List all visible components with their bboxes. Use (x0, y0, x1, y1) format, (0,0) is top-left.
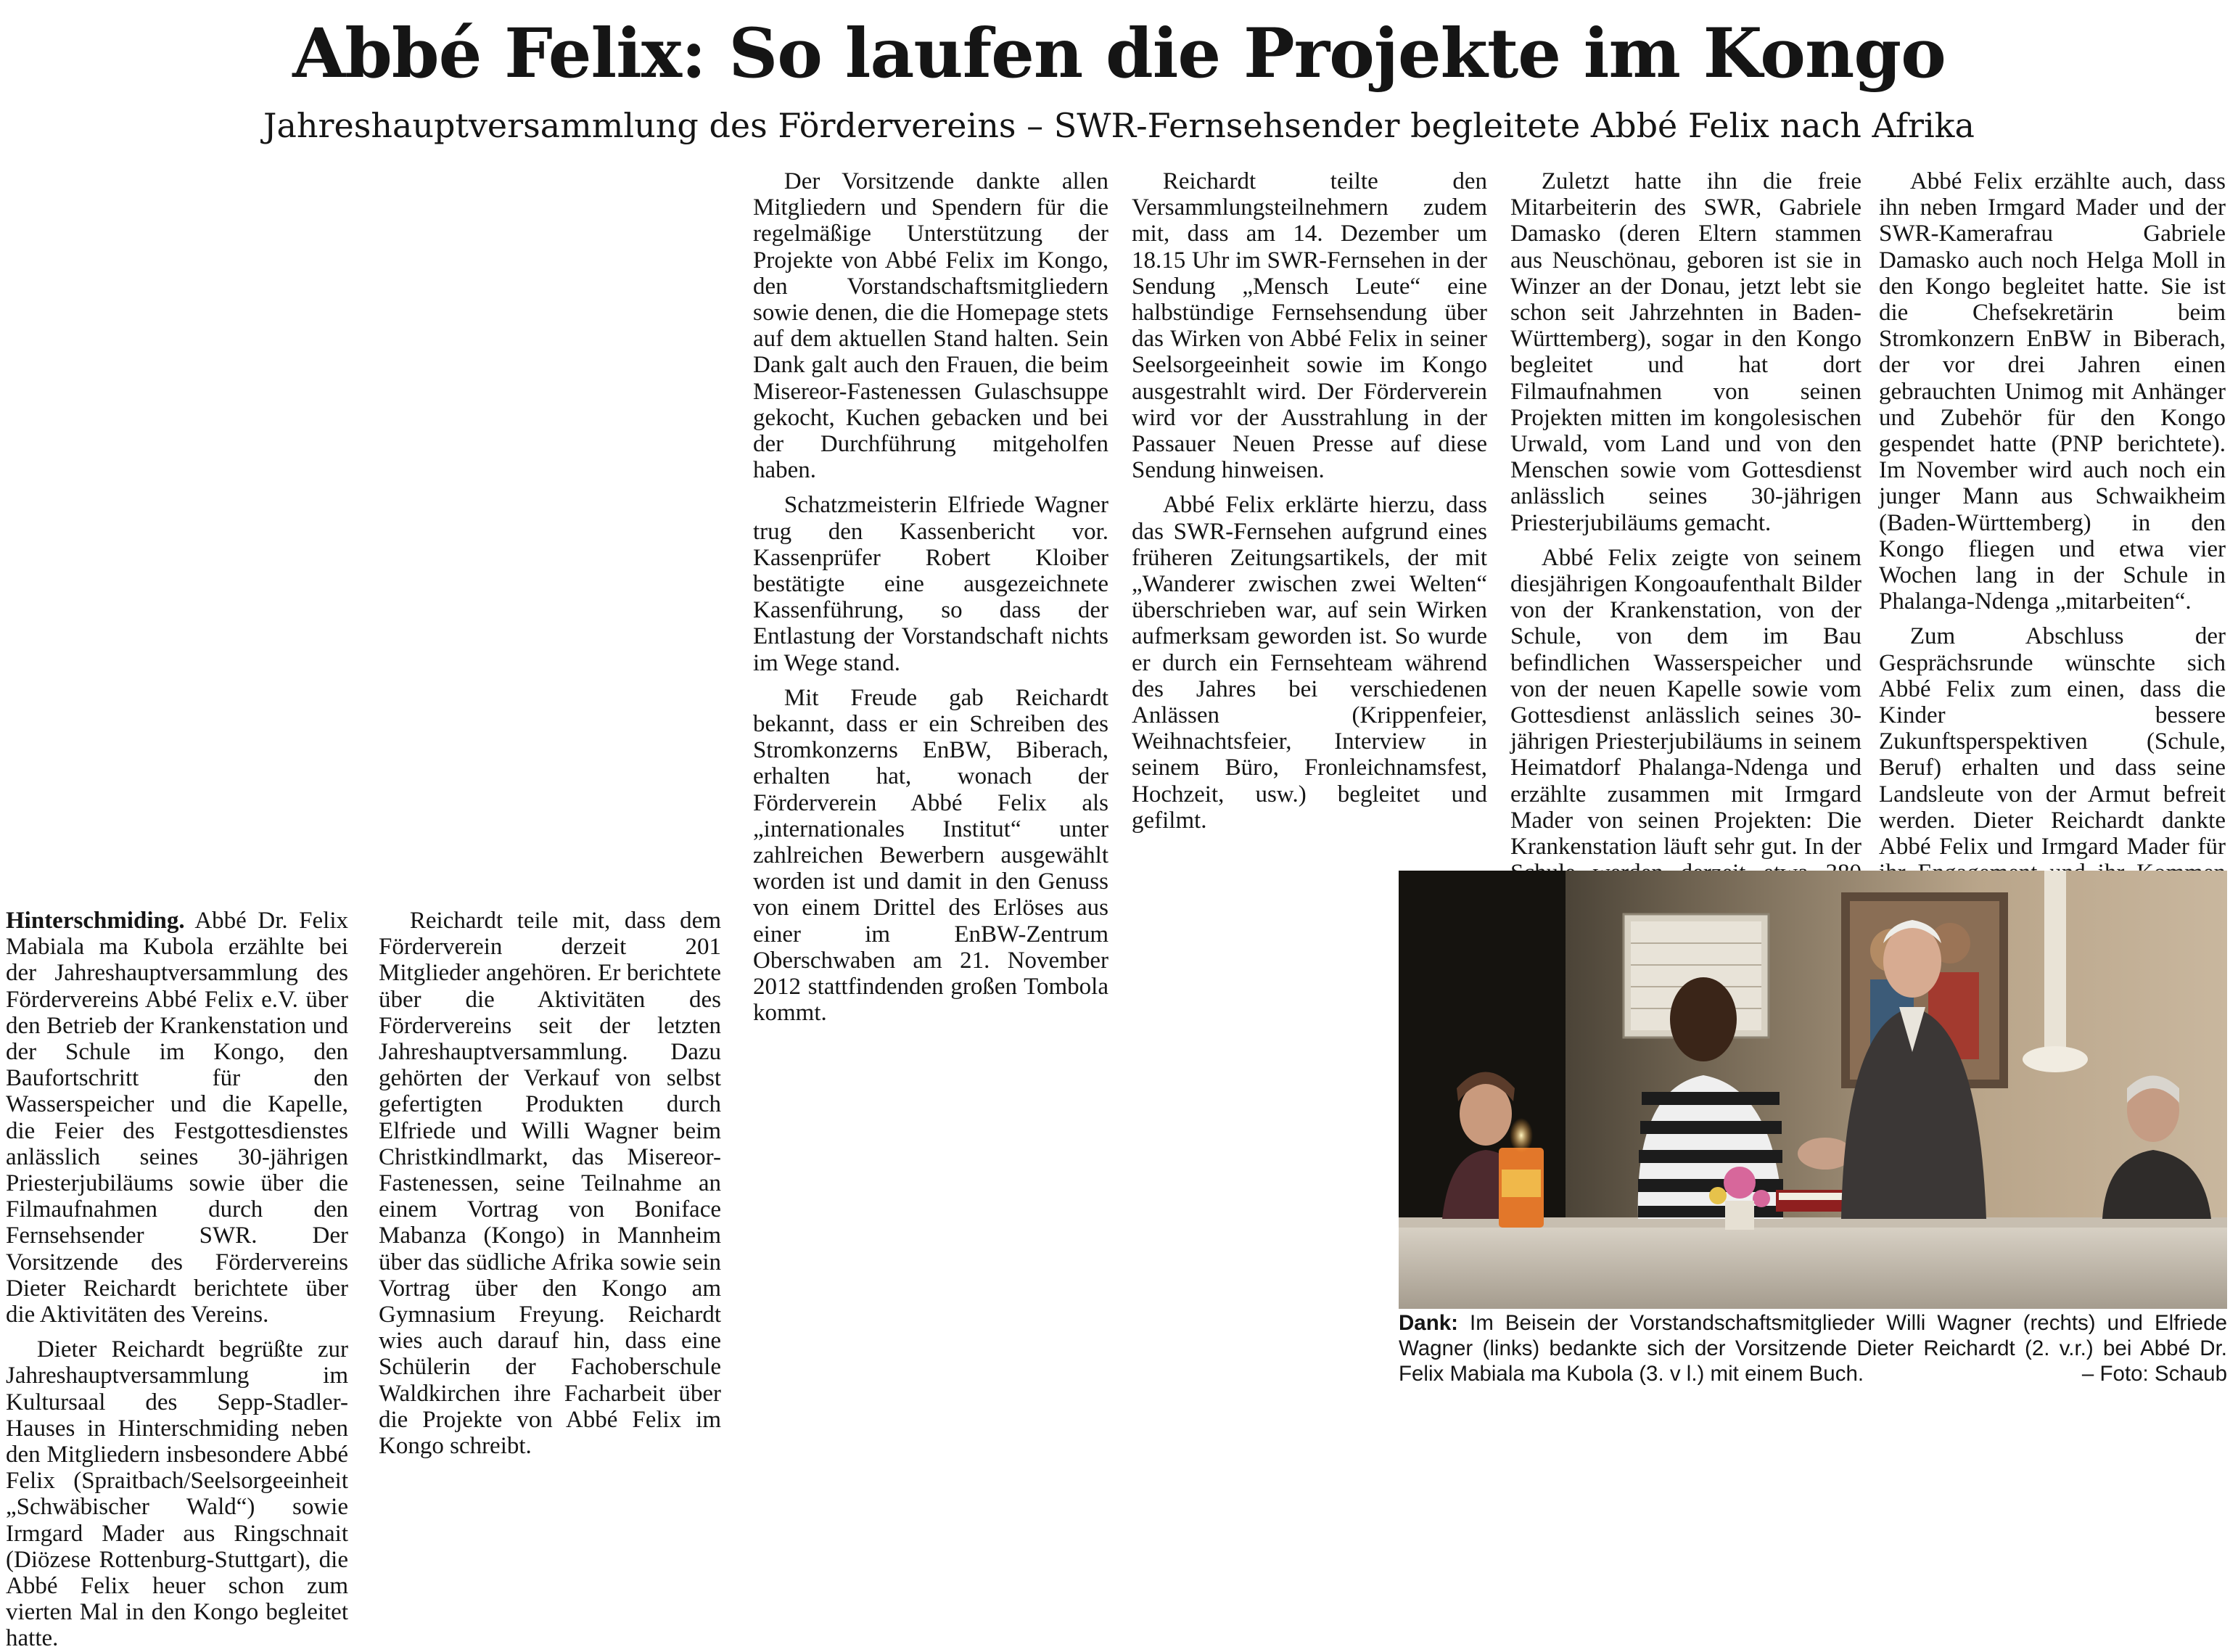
photo-caption (1399, 1310, 2227, 1386)
article-paragraph: Schatzmeisterin Elfriede Wagner trug den Kassenbericht vor. Kassenprüfer Robert Kloiber bestätigte eine ausgezeichnete Kassenführung, so dass der Entlastung der Vorstandschaft nichts im Wege stand. (753, 492, 1108, 676)
article-paragraph: Zum Abschluss der Gesprächsrunde wünschte sich Abbé Felix zum einen, dass die Kinder bessere Zukunftsperspektiven (Schule, Beruf) erhalten und dass seine Landsleute von der Armut befreit werden. Dieter Reichardt dankte Abbé Felix und Irmgard Mader für (1879, 623, 2226, 860)
article-paragraph: Abbé Felix erzählte auch, dass ihn neben Irmgard Mader und der SWR-Kamerafrau Gabriele Damasko auch noch Helga Moll in den Kongo begleitet hatte. Sie ist die Chefsekretärin beim Stromkonzern EnBW in Biberach, der vor drei Jahren einen gebrauchten Unimog mit Anhänger und Zubehör für den Kongo gespendet hatte (PNP berichtete). Im November wird auch noch ein junger Mann aus Schwaikheim (Baden-Württemberg) in den Kongo fliegen und etwa vier Wochen lang in der Schule in Phalanga-Ndenga „mitarbeiten“. (1879, 168, 2226, 615)
headline: Abbé Felix: So laufen die Projekte im Kongo (292, 14, 1946, 94)
article-column-3 (753, 168, 1108, 1389)
article-photo (1399, 871, 2227, 1309)
article-column-2 (379, 908, 721, 1460)
photo-credit: – Foto: Schaub (2081, 1362, 2227, 1386)
article-column-6 (1879, 168, 2226, 863)
article-column-1 (6, 908, 348, 1652)
article-paragraph: Abbé Felix zeigte von seinem diesjährigen Kongoaufenthalt Bilder von der Krankenstation, von der Schule, von dem im Bau befindlichen Wasserspeicher und von der neuen Kapelle sowie vom Gottesdienst anlässlich seines 30-jährigen Priesterjubiläums in seinem Heimatdorf Phalanga-Ndenga und erzählte zusammen mit Irmgard Mader von seinen Projekten: Die Krankenstation läuft sehr gut. In der (1510, 544, 1861, 860)
article-paragraph: Reichardt teilte den Versammlungsteilnehmern zudem mit, dass am 14. Dezember um 18.15 Uhr im SWR-Fernsehen in der Sendung „Mensch Leute“ eine halbstündige Fernsehsendung über das Wirken von Abbé Felix in seiner Seelsorgeeinheit sowie im Kongo ausgestrahlt wird. Der Förderverein wird vor der Ausstrahlung in der Passauer Neuen Presse auf diese Sendung hinweisen. (1132, 168, 1487, 484)
article-column-5 (1510, 168, 1861, 863)
article-paragraph: Zuletzt hatte ihn die freie Mitarbeiterin des SWR, Gabriele Damasko (deren Eltern stammen aus Neuschönau, geboren ist sie in Winzer an der Donau, jetzt lebt sie schon seit Jahrzehnten in Baden-Württemberg), sogar in den Kongo begleitet und hat dort Filmaufnahmen von seinen Projekten mitten im kongolesischen Urwald, vom Land und von den Menschen sowie vom Gottesdienst anlässlich seines 30-jährigen Priesterjubiläums gemacht. (1510, 168, 1861, 536)
article-paragraph: Abbé Felix erklärte hierzu, dass das SWR-Fernsehen aufgrund eines früheren Zeitungsartikels, der mit „Wanderer zwischen zwei Welten“ überschrieben war, auf sein Wirken aufmerksam geworden ist. So wurde er durch ein Fernsehteam während des Jahres bei verschiedenen Anlässen (Krippenfeier, Weihnachtsfeier, Interview in seinem Büro, Fronleichnamsfest, Hochzeit, usw.) begleitet und gefilmt. (1132, 492, 1487, 834)
article-paragraph: Der Vorsitzende dankte allen Mitgliedern und Spendern für die regelmäßige Unterstützung der Projekte von Abbé Felix im Kongo, den Vorstandschaftsmitgliedern sowie denen, die die Homepage stets auf dem aktuellen Stand halten. Sein Dank galt auch den Frauen, die beim Misereor-Fastenessen Gulaschsuppe gekocht, Kuchen gebacken und bei der Durchführung mitgeholfen haben. (753, 168, 1108, 484)
subheadline: Jahreshauptversammlung des Fördervereins – SWR-Fernsehsender begleitete Abbé Felix nach Afrika (263, 106, 1975, 145)
article-paragraph: Hinterschmiding. Abbé Dr. Felix Mabiala ma Kubola erzählte bei der Jahreshauptversammlung des Fördervereins Abbé Felix e.V. über den Betrieb der Krankenstation und der Schule im Kongo, den Baufortschritt für den Wasserspeicher und die Kapelle, die Feier des Festgottesdienstes anlässlich seines 30-jährigen Priesterjubiläums sowie über die Filmaufnahmen durch den Fernsehsender SWR. Der Vorsitzende des Fördervereins Dieter Reichardt berichtete über die Aktivitäten des Vereins. (6, 908, 348, 1328)
article-paragraph: Reichardt teile mit, dass dem Förderverein derzeit 201 Mitglieder angehören. Er berichtete über die Aktivitäten des Fördervereins seit der letzten Jahreshauptversammlung. Dazu gehörten der Verkauf von selbst gefertigten Produkten durch Elfriede und Willi Wagner beim Christkindlmarkt, das Misereor-Fastenessen, seine Teilnahme an einem Vortrag von Boniface Mabanza (Kongo) in Mannheim über das südliche Afrika sowie sein Vortrag über den Kongo am Gymnasium Freyung. Reichardt wies auch darauf hin, dass eine Schülerin der Fachoberschule Waldkirchen ihre Facharbeit über die Projekte von Abbé Felix im Kongo schreibt. (379, 908, 721, 1460)
article-paragraph: Dieter Reichardt begrüßte zur Jahreshauptversammlung im Kultursaal des Sepp-Stadler-Hauses in Hinterschmiding neben den Mitgliedern insbesondere Abbé Felix (Spraitbach/Seelsorgeeinheit „Schwäbischer Wald“) sowie Irmgard Mader aus Ringschnait (Diözese Rottenburg-Stuttgart), die Abbé Felix heuer schon zum vierten Mal in den Kongo begleitet hatte. (6, 1336, 348, 1652)
caption-text: Im Beisein der Vorstandschaftsmitglieder Willi Wagner (rechts) und Elfriede Wagner (links) bedankte sich der Vorsitzende Dieter Reichardt (2. v.r.) bei Abbé Dr. Felix Mabiala ma Kubola (3. v l.) mit einem Buch. (1399, 1311, 2227, 1386)
caption-label: Dank: (1399, 1311, 1458, 1335)
dateline: Hinterschmiding. (6, 908, 185, 934)
article-paragraph: Mit Freude gab Reichardt bekannt, dass er ein Schreiben des Stromkonzerns EnBW, Biberach, erhalten hat, wonach der Förderverein Abbé Felix als „internationales Institut“ unter zahlreichen Bewerbern ausgewählt worden ist und damit in den Genuss von einem Drittel des Erlöses aus einer im EnBW-Zentrum Oberschwaben am 21. November 2012 stattfindenden großen Tombola kommt. (753, 684, 1108, 1027)
